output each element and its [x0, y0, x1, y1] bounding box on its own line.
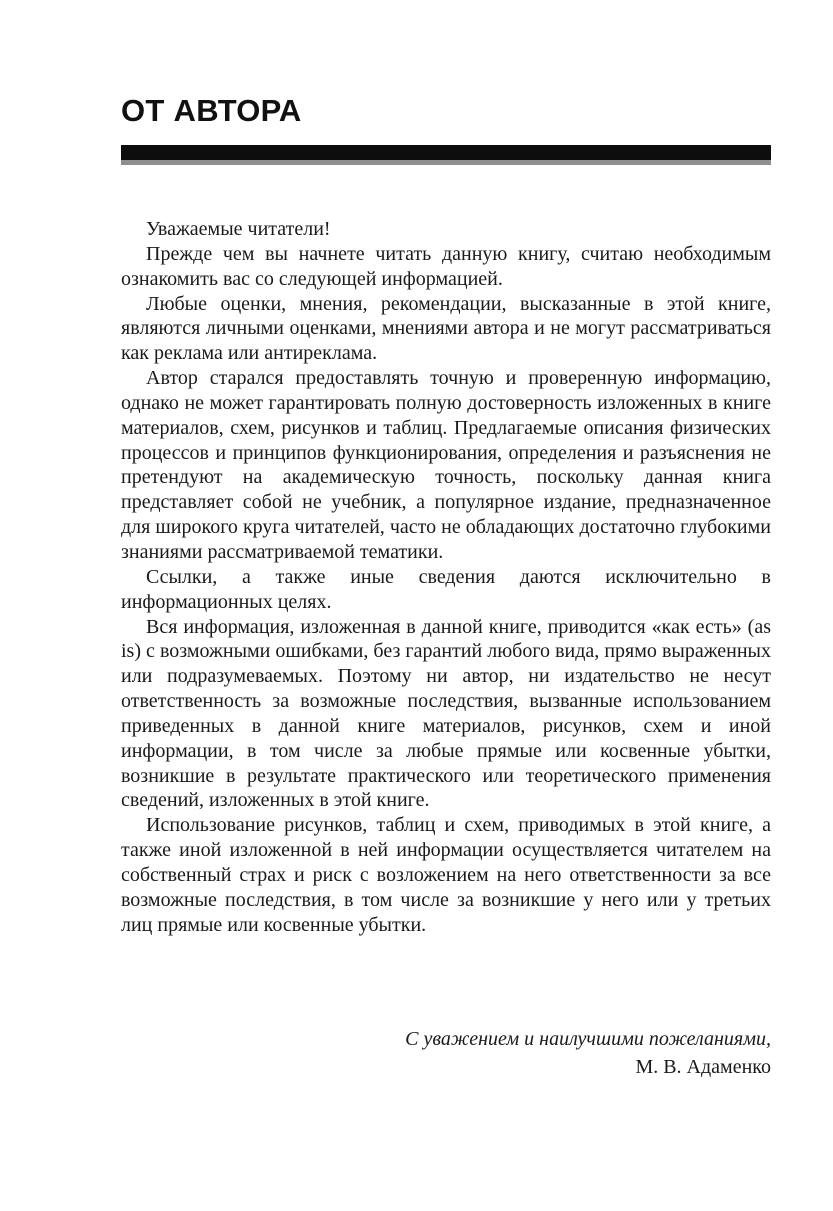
paragraph: Любые оценки, мнения, рекомендации, высказанные в этой книге, являются личными оценками, мнениями автора и не могут рассматриваться как реклама или антиреклама.: [121, 292, 771, 365]
signature-block: [121, 1025, 771, 1081]
chapter-title: ОТ АВТОРА: [121, 93, 302, 128]
paragraph: Вся информация, изложенная в данной книге, приводится «как есть» (as is) с возможными ошибками, без гарантий любого вида, прямо выраженных или подразумеваемых. Поэтому ни автор, ни издательство не несут ответственность за возможные последствия, вызванные использованием приведенных в данной книге материалов, рисунков, схем и иной информации, в том числе за любые прямые или косвенные убытки, возникшие в результате практического или теоретического применения сведений, изложенных в этой книге.: [121, 615, 771, 812]
signature-author: М. В. Адаменко: [635, 1056, 771, 1078]
paragraph-greeting: Уважаемые читатели!: [146, 218, 331, 240]
paragraph: Ссылки, а также иные сведения даются исключительно в информационных целях.: [121, 565, 771, 613]
title-rule-light: [121, 160, 771, 165]
paragraph: Использование рисунков, таблиц и схем, приводимых в этой книге, а также иной изложенной в ней информации осуществляется читателем на собственный страх и риск с возложением на него ответственности за все возможные последствия, в том числе за возникшие у него или у третьих лиц прямые или косвенные убытки.: [121, 814, 771, 936]
book-page: [121, 0, 771, 1211]
signature-closing: С уважением и наилучшими пожеланиями,: [405, 1028, 771, 1050]
paragraph: Автор старался предоставлять точную и проверенную информацию, однако не может гарантировать полную достоверность изложенных в книге материалов, схем, рисунков и таблиц. Предлагаемые описания физических процессов и принципов функционирования, определения и разъяснения не претендуют на академическую точность, поскольку данная книга представляет собой не учебник, а популярное издание, предназначенное для широкого круга читателей, часто не обладающих достаточно глубокими знаниями рассматриваемой тематики.: [121, 367, 771, 563]
paragraph: Прежде чем вы начнете читать данную книгу, считаю необходимым ознакомить вас со следующей информацией.: [121, 242, 771, 290]
chapter-body: [121, 217, 771, 937]
title-rule-dark: [121, 145, 771, 160]
